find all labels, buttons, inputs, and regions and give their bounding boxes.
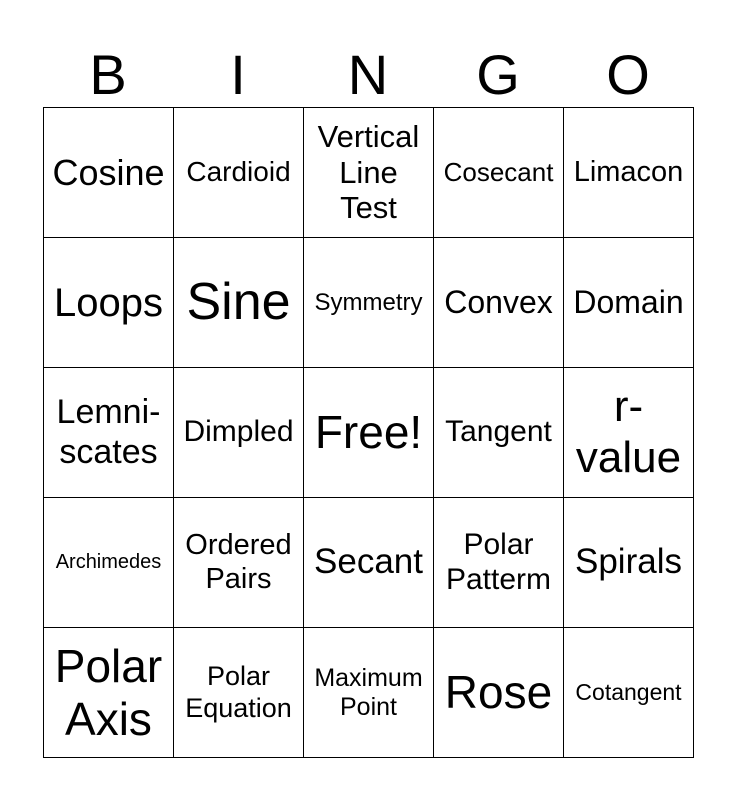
bingo-cell-label: Secant — [314, 542, 423, 582]
bingo-cell-label: Cosecant — [443, 156, 554, 187]
header-letter-o: O — [606, 43, 650, 106]
header-letter-b: B — [89, 43, 127, 106]
bingo-cell-label: Domain — [573, 284, 684, 321]
bingo-cell[interactable] — [44, 108, 174, 238]
bingo-cell-label: Cardioid — [186, 156, 291, 188]
bingo-cell[interactable] — [564, 628, 694, 758]
bingo-cell-label: Limacon — [573, 155, 684, 188]
bingo-cell[interactable] — [304, 368, 434, 498]
bingo-cell-label: Vertical Line Test — [317, 119, 420, 226]
bingo-cell[interactable] — [564, 368, 694, 498]
bingo-cell-label: Archimedes — [55, 551, 162, 573]
bingo-cell-label: Polar Equation — [185, 661, 292, 723]
header-letter-i: I — [230, 43, 246, 106]
bingo-cell-label: Sine — [186, 272, 291, 331]
bingo-cell[interactable] — [304, 498, 434, 628]
bingo-cell-label: Spirals — [575, 542, 682, 582]
bingo-cell-label: Loops — [54, 280, 163, 325]
bingo-cell[interactable] — [434, 368, 564, 498]
bingo-board — [43, 107, 694, 758]
bingo-cell-label: Cosine — [52, 151, 165, 193]
bingo-header — [43, 44, 693, 106]
bingo-cell[interactable] — [44, 628, 174, 758]
bingo-cell[interactable] — [174, 238, 304, 368]
bingo-cell[interactable] — [174, 108, 304, 238]
header-letter-n: N — [347, 43, 389, 106]
bingo-cell[interactable] — [434, 238, 564, 368]
bingo-cell[interactable] — [174, 498, 304, 628]
bingo-cell[interactable] — [304, 108, 434, 238]
bingo-cell-label: Ordered Pairs — [185, 529, 292, 595]
bingo-cell-label: Dimpled — [183, 415, 294, 449]
bingo-cell[interactable] — [564, 238, 694, 368]
bingo-cell-label: Maximum Point — [314, 663, 423, 721]
bingo-cell[interactable] — [434, 628, 564, 758]
bingo-cell-label: Polar Axis — [54, 639, 163, 745]
bingo-cell[interactable] — [44, 368, 174, 498]
bingo-cell[interactable] — [304, 628, 434, 758]
bingo-cell[interactable] — [174, 628, 304, 758]
bingo-cell-label: Polar Patterm — [445, 528, 552, 596]
bingo-cell-label: Convex — [444, 284, 553, 321]
bingo-cell-label: Rose — [444, 666, 553, 719]
bingo-cell[interactable] — [44, 238, 174, 368]
bingo-cell-label: Symmetry — [314, 288, 423, 316]
bingo-cell-label: Cotangent — [575, 679, 682, 706]
bingo-cell[interactable] — [434, 108, 564, 238]
bingo-cell[interactable] — [304, 238, 434, 368]
bingo-cell[interactable] — [564, 498, 694, 628]
bingo-cell-label: Lemni- scates — [56, 393, 161, 471]
bingo-cell[interactable] — [564, 108, 694, 238]
bingo-cell-label: Free! — [314, 406, 423, 459]
header-letter-g: G — [476, 43, 520, 106]
bingo-cell[interactable] — [434, 498, 564, 628]
bingo-cell[interactable] — [44, 498, 174, 628]
bingo-cell[interactable] — [174, 368, 304, 498]
bingo-cell-label: Tangent — [445, 415, 552, 449]
bingo-cell-label: r- value — [575, 381, 682, 482]
